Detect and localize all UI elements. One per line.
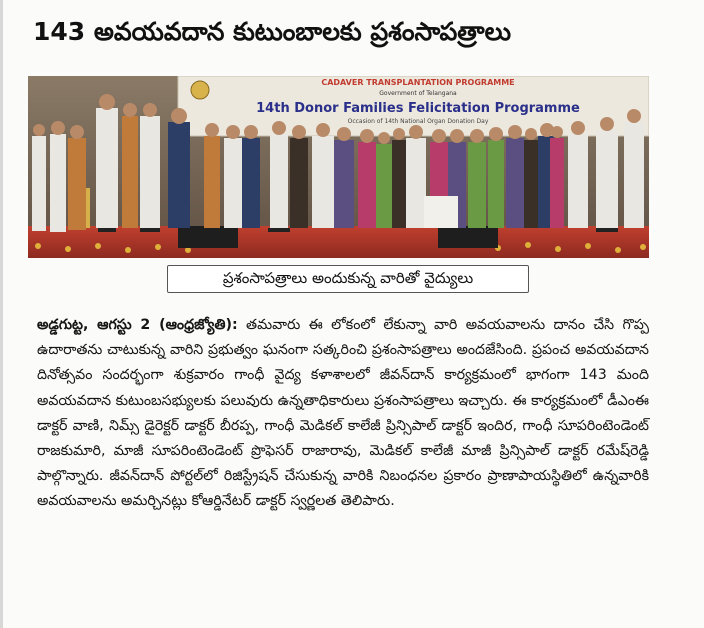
photo-caption: ప్రశంసాపత్రాలు అందుకున్న వారితో వైద్యులు — [167, 265, 529, 293]
event-photo-graphic — [28, 76, 649, 258]
banner-line-4: Occasion of 14th National Organ Donation Day — [347, 118, 489, 125]
article-paragraph — [37, 313, 649, 515]
stage-floor — [28, 226, 649, 258]
banner-line-2: Government of Telangana — [379, 90, 457, 97]
oil-lamp — [86, 188, 90, 228]
banner-line-3: 14th Donor Families Felicitation Programme — [256, 101, 580, 116]
government-emblem — [191, 81, 209, 99]
article-text: తమవారు ఈ లోకంలో లేకున్నా వారి అవయవాలను దానం చేసి గొప్ప ఉదారాతను చాటుకున్న వారిని ప్రభుత్వం ఘనంగా సత్కరించి ప్రశంసాపత్రాలు అందజేసింది. ప్రపంచ అవయవదాన దినోత్సవం సందర్భంగా శుక్రవారం గాంధీ వైద్య కళాశాలలో జీవన్‌దాన్ కార్యక్రమంలో భాగంగా 143 మంది అవయవదాన కుటుంబసభ్యులకు పలువురు ఉన్నతాధికారులు ప్రశంసాపత్రాలు ఇచ్చారు. ఈ కార్యక్రమంలో డీఎంఈ డాక్టర్ వాణి, నిమ్స్ డైరెక్టర్ డాక్టర్ బీరప్ప, గాంధీ మెడికల్ కాలేజీ ప్రిన్సిపాల్ డాక్టర్ ఇందిర, గాంధీ సూపరింటెండెంట్ రాజకుమారి, మాజీ సూపరింటెండెంట్ ప్రొఫెసర్ రాజారావు, మెడికల్ కాలేజీ మాజీ ప్రిన్సిపాల్ డాక్టర్ రమేష్‌రెడ్డి పాల్గొన్నారు. జీవన్‌దాన్ పోర్టల్‌లో రిజిస్ట్రేషన్ చేసుకున్న వారికి నిబంధనల ప్రకారం ప్రాణాపాయస్థితిలో ఉన్నవారికి అవయవాలను అమర్చినట్లు కోఆర్డినేటర్ డాక్టర్ స్వర్ణలత తెలిపారు. — [37, 317, 650, 510]
headline: 143 అవయవదాన కుటుంబాలకు ప్రశంసాపత్రాలు — [33, 17, 511, 46]
banner-line-1: CADAVER TRANSPLANTATION PROGRAMME — [321, 78, 515, 87]
event-photo — [28, 76, 649, 258]
dateline: అడ్డగుట్ట, ఆగస్టు 2 (ఆంధ్రజ్యోతి): — [37, 317, 238, 333]
stage-speaker-right — [438, 226, 498, 248]
podium — [424, 196, 458, 228]
article-body — [37, 313, 649, 515]
stage-speaker-left — [178, 226, 238, 248]
